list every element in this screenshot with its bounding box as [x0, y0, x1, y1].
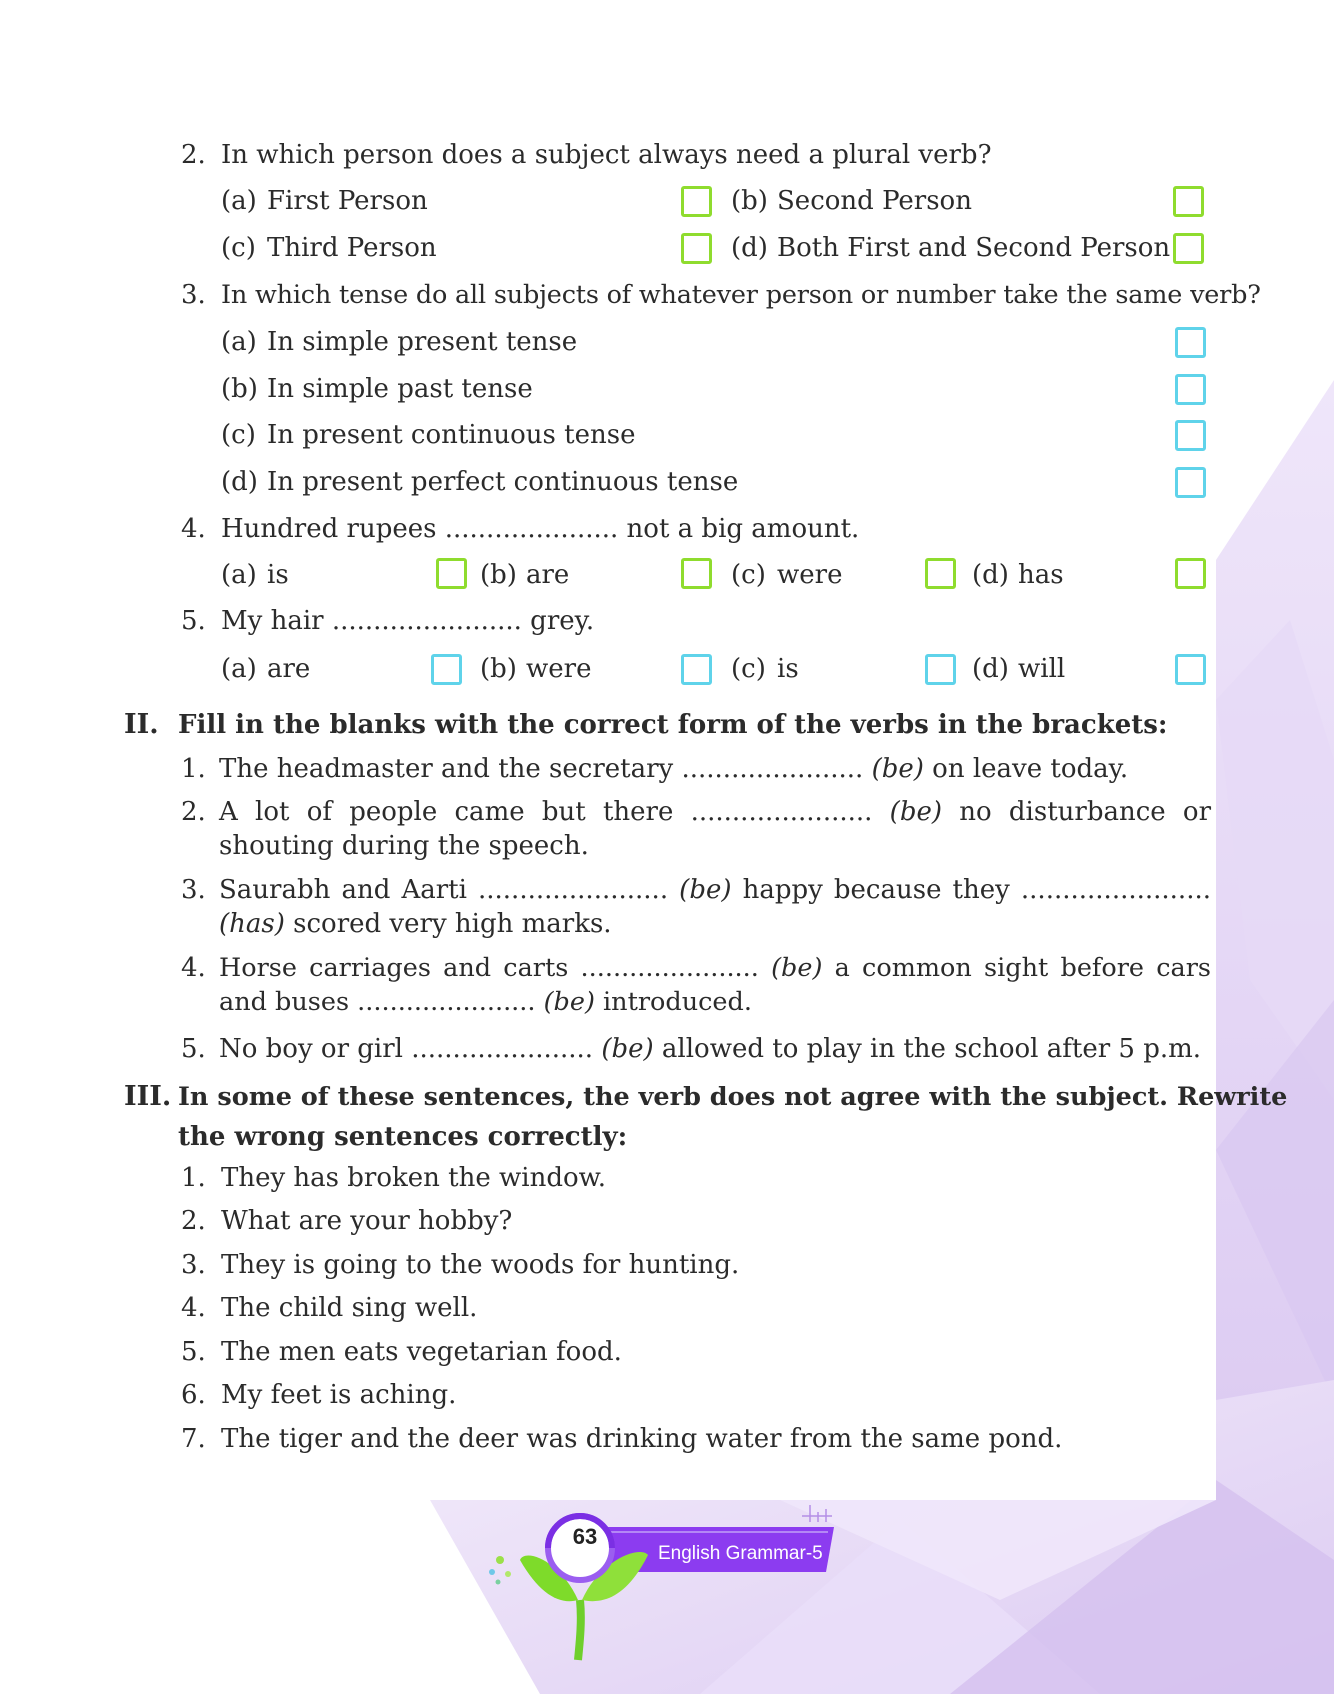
answer-checkbox-5d[interactable] [1175, 654, 1206, 685]
question-number: 2. [181, 140, 206, 170]
option-5b: (b) were [480, 654, 592, 684]
option-5a: (a) are [221, 654, 311, 684]
option-4d: (d) has [972, 560, 1064, 590]
answer-checkbox-3b[interactable] [1175, 374, 1206, 405]
question-number: 3. [181, 280, 206, 310]
answer-checkbox-2d[interactable] [1173, 233, 1204, 264]
question-number: 5. [181, 606, 206, 636]
option-2c: (c) Third Person [221, 233, 437, 263]
option-2a: (a) First Person [221, 186, 428, 216]
answer-checkbox-4d[interactable] [1175, 558, 1206, 589]
option-5d: (d) will [972, 654, 1066, 684]
answer-checkbox-4a[interactable] [436, 558, 467, 589]
answer-checkbox-5a[interactable] [431, 654, 462, 685]
option-3d: (d) In present perfect continuous tense [221, 467, 739, 497]
fill-item-3: 3. Saurabh and Aarti ....................... (be) happy because they ....................... (has) scored very high marks. [181, 875, 1211, 939]
fill-item-1: 1. The headmaster and the secretary ...................... (be) on leave today. [181, 754, 1129, 784]
option-4c: (c) were [731, 560, 843, 590]
answer-checkbox-2a[interactable] [681, 186, 712, 217]
answer-checkbox-2c[interactable] [681, 233, 712, 264]
option-3b: (b) In simple past tense [221, 374, 533, 404]
answer-checkbox-3d[interactable] [1175, 467, 1206, 498]
option-3c: (c) In present continuous tense [221, 420, 636, 450]
question-text: In which tense do all subjects of whatever person or number take the same verb? [221, 280, 1261, 310]
section-3-numeral: III. [124, 1081, 172, 1112]
option-4b: (b) are [480, 560, 570, 590]
answer-checkbox-5b[interactable] [681, 654, 712, 685]
book-title: English Grammar-5 [658, 1543, 823, 1564]
section-2-title: Fill in the blanks with the correct form of the verbs in the brackets: [178, 710, 1168, 740]
answer-checkbox-4b[interactable] [681, 558, 712, 589]
section-3-title-line-2: the wrong sentences correctly: [178, 1122, 628, 1152]
answer-checkbox-3c[interactable] [1175, 420, 1206, 451]
page-number: 63 [572, 1524, 598, 1549]
fill-item-4: 4. Horse carriages and carts ...................... (be) a common sight before cars and buses ...................... (be) introduced. [181, 953, 1211, 1017]
option-2d: (d) Both First and Second Person [731, 233, 1171, 263]
worksheet-page: 2. In which person does a subject always need a plural verb? (a) First Person (b) Second Person (c) Third Person (d) Both First and Second Person 3. In which tense do all subjects of whatever person or number take the same verb? (a) In simple present tense (b) In simple past tense (c) In present continuous tense (d) In present perfect continuous tense 4. Hundred rupees ..................... not a big amount. (a) is (b) are (c) were (d) has 5. My hair ....................... grey. (a) are (b) were (c) is (d) will II. Fill in the blanks with the correct form of the verbs in the brackets: 1. The headmaster and the secretary ...................... (be) on leave today. 2. A lot of people came but there ...................... (be) no disturbance or shouting during the speech. 3. Saurabh and Aarti ....................... (be) happy because they ....................... (has) scored very high marks. 4. Horse carriages and carts ...................... (be) a common sight before cars and buses ...................... (be) introduced. 5. No boy or girl ...................... (be) allowed to play in the school after 5 p.m. III. In some of these sentences, the verb does not agree with the subject. Rewrite the wrong sentences correctly: 1. They has broken the window. 2. What are your hobby? 3. They is going to the woods for hunting. 4. The child sing well. 5. The men eats vegetarian food. 6. My feet is aching. 7. The tiger and the deer was drinking water from the same pond. 63 English Grammar-5 [124, 140, 1288, 1564]
section-2-numeral: II. [124, 709, 159, 740]
question-text: In which person does a subject always need a plural verb? [221, 140, 992, 170]
fill-item-2: 2. A lot of people came but there ...................... (be) no disturbance or shouting during the speech. [181, 797, 1211, 861]
option-4a: (a) is [221, 560, 289, 590]
option-2b: (b) Second Person [731, 186, 972, 216]
fill-item-5: 5. No boy or girl ...................... (be) allowed to play in the school after 5 p.m. [181, 1034, 1202, 1064]
question-text: Hundred rupees ..................... not a big amount. [221, 514, 860, 544]
answer-checkbox-4c[interactable] [925, 558, 956, 589]
question-number: 4. [181, 514, 206, 544]
question-text: My hair ....................... grey. [221, 606, 595, 636]
section-3-title-line-1: In some of these sentences, the verb does not agree with the subject. Rewrite [178, 1082, 1288, 1112]
option-5c: (c) is [731, 654, 799, 684]
answer-checkbox-3a[interactable] [1175, 327, 1206, 358]
answer-checkbox-2b[interactable] [1173, 186, 1204, 217]
option-3a: (a) In simple present tense [221, 327, 578, 357]
answer-checkbox-5c[interactable] [925, 654, 956, 685]
